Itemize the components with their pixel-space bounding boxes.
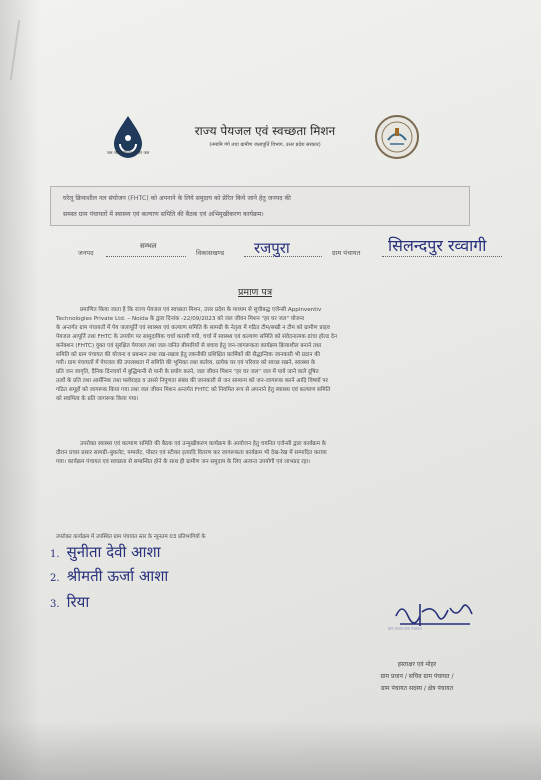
para1-line: प्रति जन जागृति, दैनिक दिनचर्या में बुद्धिमानी से पानी के प्रयोग करने, जल जीवन मिशन "हर घर जल" जल में पाये जाने वाले दूषित (56, 369, 319, 376)
attendee-number: 1. (50, 549, 60, 560)
para1-line: पेयजल आपूर्ति तथा FHTC के उपयोग पर सामुदायिक चर्चा करायी गयी, चर्चा में स्वास्थ्य एवं कल्याण समिति को संवेदनात्मक ढांचा होल्ड देन (56, 333, 337, 340)
district-value: सम्भल (140, 242, 157, 250)
attendee-3 (50, 592, 89, 612)
district-label: जनपद (78, 249, 94, 257)
signature-label: हस्ताक्षर एवं मोहर (397, 661, 437, 668)
paper-shadow-bottom (0, 720, 541, 780)
mission-subtitle: (नमामि गंगे तथा ग्रामीण जलापूर्ति विभाग, उत्तर प्रदेश सरकार) (209, 142, 321, 148)
paper-shadow (0, 0, 40, 780)
official-stamp: ग्राम प्रधान ग्राम पंचायत (388, 626, 422, 631)
para1-line: गठित समूहों को जागरूक किया गया तथा जल जीवन मिशन अन्तर्गत FHTC को नियमित रूप से अपनाने हेतु स्वास्थ्य एवं कल्याण समिति (56, 387, 331, 394)
para1-line: Technologies Private Ltd. – Noida के द्वारा दिनांक -22/09/2023 को जल जीवन मिशन "हर घर जल" योजना (56, 315, 305, 322)
logo-caption: जल जीवन मिशन हर घर जल (106, 150, 150, 155)
para1-line: तत्वों के प्रति तथा आर्सेनिक तथा फ्लोराइड व उससे निपुणता संबंध की जानकारी से जन सामान्य को जन-जागरूक करने आदि विषयों पर (56, 378, 328, 385)
para1-line: प्रमाणित किया जाता है कि राज्य पेयजल एवं स्वच्छता मिशन, उत्तर प्रदेश के माध्यम से सूचीबद्ध एजेन्सी Appinventiv (80, 307, 322, 313)
location-fields (78, 236, 508, 266)
mission-title: राज्य पेयजल एवं स्वच्छता मिशन (194, 124, 336, 138)
panchayat-value: सिलन्दपुर रव्वागी (388, 236, 487, 255)
panchayat-label: ग्राम पंचायत (332, 249, 361, 257)
uttar-pradesh-emblem (374, 114, 420, 160)
designation-line-1: ग्राम प्रधान / सचिव ग्राम पंचायत / (380, 673, 454, 680)
para1-line: के अन्तर्गत ग्राम पंचायतों में पेय जलापूर्ति एवं स्वास्थ्य एवं कल्याण समिति के सामग्री के नेतृत्व में गठित टीम/सखी न टीम को ग्रामीण प्राइव (56, 324, 330, 331)
certificate-paragraph-2 (56, 440, 500, 467)
para1-line: समिति को ग्राम पंचायत की योजना व प्रबन्धन तथा रख-रखाव हेतु तकनीकी प्रशिक्षित कार्मिकों की सैद्धान्तिक जानकारी भी प्रदान की (56, 351, 320, 358)
para1-line: को स्वामित्व के प्रति जागरूक किया गया। (56, 396, 139, 403)
attendee-number: 2. (50, 573, 60, 584)
para1-line: गयी। ग्राम पंचायतों में पेयजल की उपलब्धता में समिति की भूमिका तथा कर्तव्य, प्रत्येक घर एवं परिवार को स्वच्छ रखने, स्वास्थ्य के (56, 360, 316, 367)
certificate-paragraph-1 (56, 306, 500, 404)
attendee-name: श्रीमती ऊर्जा आशा (66, 567, 169, 585)
para1-line: कनेक्शन (FHTC) युक्त एवं सुरक्षित पेयजल तथा जल-जनित बीमारियों से बचाव हेतु जन-जागरूकता कार्यक्रम क्रियाशील बनाने तथा (56, 342, 322, 349)
designation-line-2: ग्राम पंचायत सदस्य / क्षेत्र पंचायत (380, 685, 454, 692)
program-topic-box (50, 186, 470, 226)
block-label: विकासखण्ड (196, 249, 225, 257)
attendee-2 (50, 566, 168, 586)
para2-line: गया। कार्यक्रम पंचायत एवं स्वच्छता से सम्बन्धित होने के साथ ही ग्रामीण जन समुदाय के लिए अत्यन्त उपयोगी एवं लाभप्रद रहा। (56, 458, 311, 465)
para2-line: उपरोक्त स्वास्थ्य एवं कल्याण समिति की बैठक एवं उन्मुखीकरण कार्यक्रम के आयोजन हेतु चयनित एजेन्सी द्वारा कार्यक्रम के (80, 441, 327, 447)
attendee-1 (50, 542, 161, 562)
para2-line: दौरान प्रचार प्रसार सामग्री–बुकलेट, पम्पलेट, पोस्टर एवं स्टीकर इत्यादि वितरण कर जागरूकता कार्यक्रम भी देख-रेख में सम्पादित कराया (56, 449, 327, 456)
attendee-name: रिया (66, 593, 90, 611)
attendee-name: सुनीता देवी आशा (66, 543, 161, 561)
topic-line-2: समस्त ग्राम पंचायतों में स्वास्थ्य एवं कल्याण समिति की बैठक एवं अभिमुखीकरण कार्यक्रम। (63, 211, 264, 218)
certificate-title: प्रमाण पत्र (238, 287, 273, 298)
block-value: रजपुरा (254, 239, 290, 257)
attendance-label: उपरोक्त कार्यक्रम में उपस्थित ग्राम पंचायत स्तर के न्यूनतम 03 प्रतिभागियों के (56, 534, 206, 540)
attendee-number: 3. (50, 599, 60, 610)
jal-jeevan-mission-logo (98, 114, 158, 166)
topic-line-1: घरेलू क्रियाशील नल संयोजन (FHTC) को अपनाने के लिये समुदाय को प्रेरित किये जाने हेतु जनपद की (63, 195, 291, 202)
